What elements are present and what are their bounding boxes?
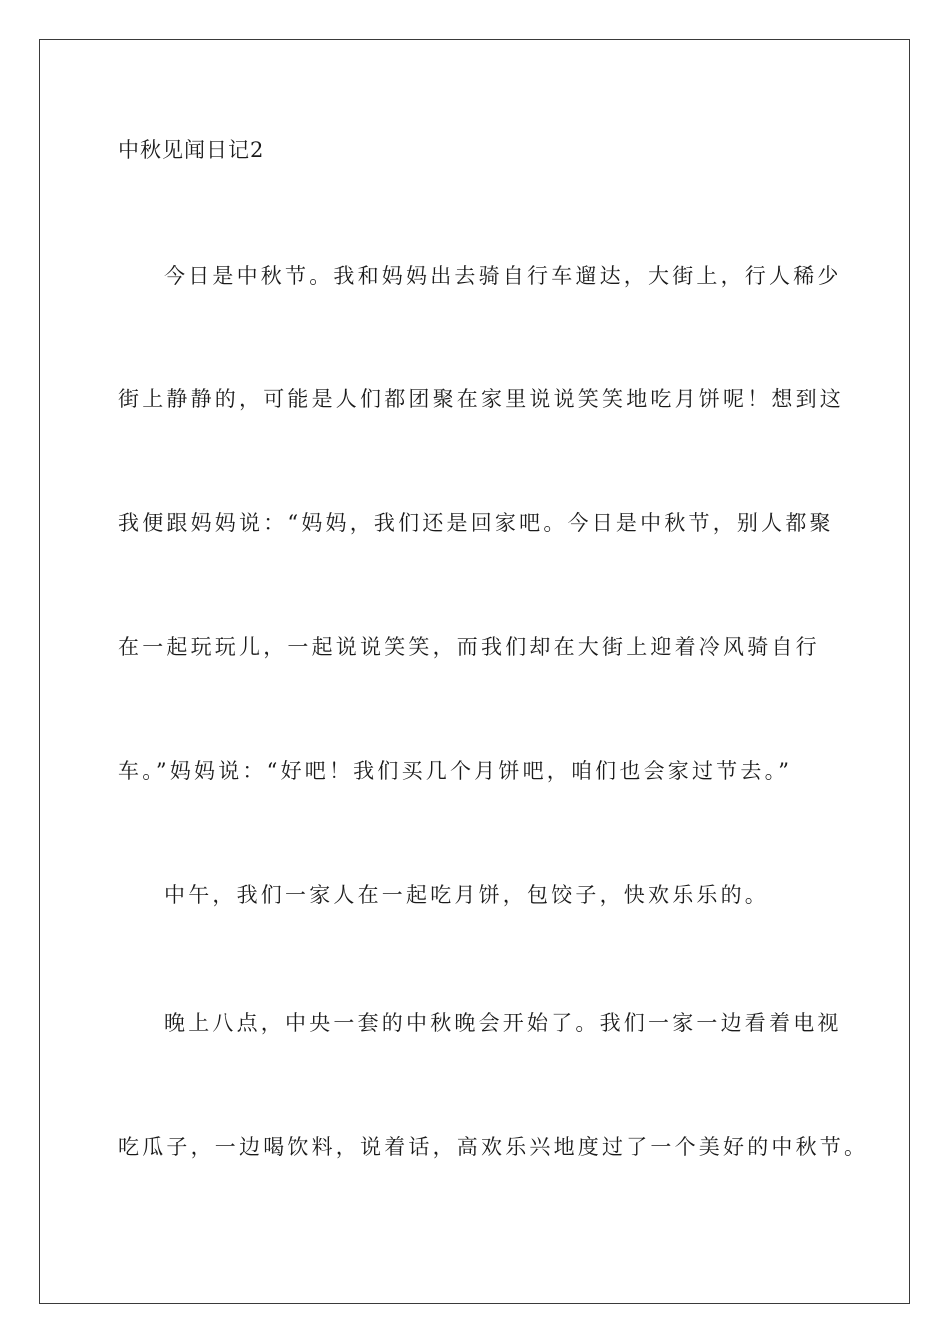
paragraph-line: 车。”妈妈说：“好吧！我们买几个月饼吧，咱们也会家过节去。” — [118, 759, 793, 783]
page-border — [39, 39, 910, 1304]
paragraph-line: 在一起玩玩儿，一起说说笑笑，而我们却在大街上迎着冷风骑自行 — [118, 635, 820, 659]
document-title: 中秋见闻日记2 — [118, 138, 265, 162]
paragraph-line: 今日是中秋节。我和妈妈出去骑自行车遛达，大街上，行人稀少 — [164, 264, 842, 288]
paragraph-line: 吃瓜子，一边喝饮料，说着话，高欢乐兴地度过了一个美好的中秋节。 — [118, 1135, 869, 1159]
paragraph-line: 街上静静的，可能是人们都团聚在家里说说笑笑地吃月饼呢！想到这 — [118, 387, 844, 411]
paragraph-line: 晚上八点，中央一套的中秋晚会开始了。我们一家一边看着电视 — [164, 1011, 842, 1035]
paragraph-line: 中午，我们一家人在一起吃月饼，包饺子，快欢乐乐的。 — [164, 883, 769, 907]
paragraph-line: 我便跟妈妈说：“妈妈，我们还是回家吧。今日是中秋节，别人都聚 — [118, 511, 834, 535]
